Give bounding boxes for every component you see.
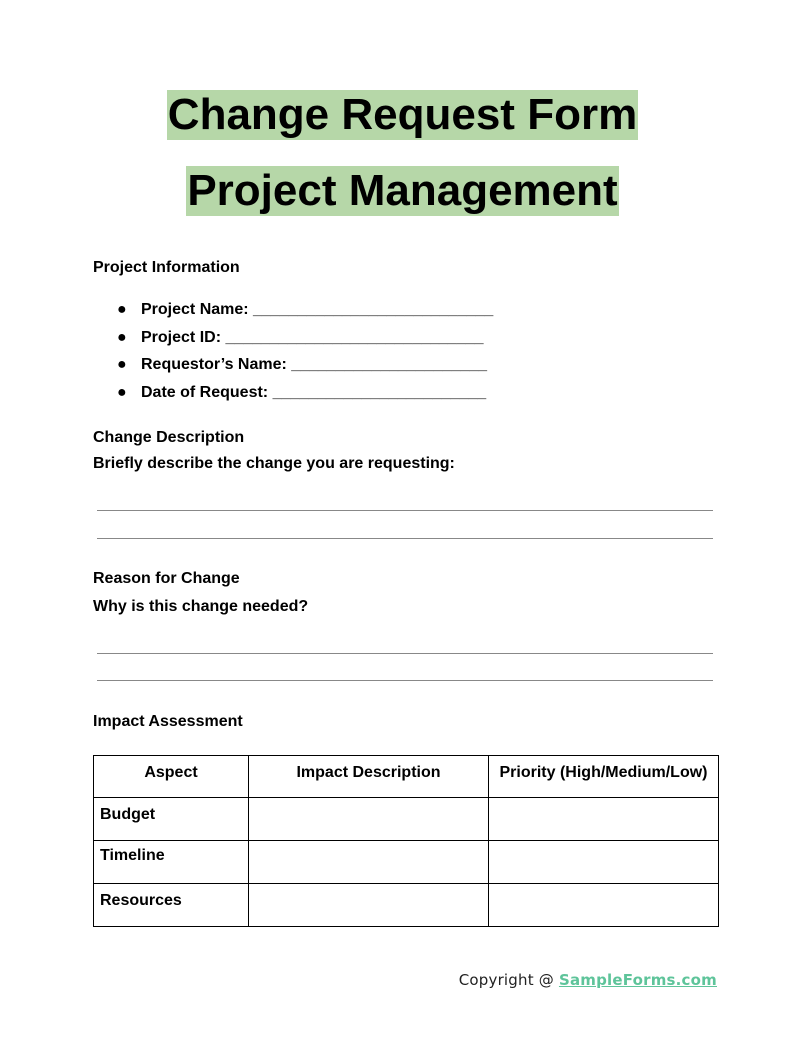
bullet-icon: ● [117, 301, 127, 318]
footer-copyright [459, 971, 717, 989]
bullet-icon: ● [117, 356, 127, 374]
sampleforms-link[interactable]: SampleForms.com [558, 971, 717, 989]
bullet-icon: ● [117, 328, 127, 346]
cell-impact-description[interactable] [249, 798, 489, 841]
document-title: Change Request Form [167, 90, 638, 139]
cell-impact-description[interactable] [249, 841, 489, 884]
reason-for-change-heading: Reason for Change [93, 570, 240, 587]
impact-assessment-heading: Impact Assessment [93, 713, 243, 730]
project-information-heading: Project Information [93, 259, 240, 276]
change-description-heading: Change Description [93, 429, 245, 446]
copyright-text: Copyright @ [458, 971, 559, 989]
reason-line-1[interactable] [97, 653, 713, 654]
cell-priority[interactable] [489, 841, 719, 884]
cell-priority[interactable] [489, 884, 719, 927]
change-description-line-1[interactable] [97, 510, 713, 511]
bullet-icon: ● [117, 384, 127, 402]
reason-line-2[interactable] [97, 680, 713, 681]
table-header-row [94, 756, 719, 798]
field-requestor-name[interactable] [93, 355, 493, 383]
column-header-priority: Priority (High/Medium/Low) [489, 756, 719, 798]
reason-for-change-prompt: Why is this change needed? [93, 598, 309, 615]
column-header-aspect: Aspect [94, 756, 249, 798]
table-row [94, 798, 719, 841]
cell-aspect: Resources [94, 884, 249, 927]
table-row [94, 841, 719, 884]
change-description-line-2[interactable] [97, 538, 713, 539]
field-project-id[interactable] [93, 328, 493, 356]
cell-impact-description[interactable] [249, 884, 489, 927]
impact-assessment-table [93, 755, 719, 927]
title-line-2-wrap [0, 166, 805, 216]
document-subtitle: Project Management [187, 166, 618, 215]
table-row [94, 884, 719, 927]
field-label: Project ID: _____________________________ [141, 328, 484, 346]
field-date-of-request[interactable] [93, 383, 493, 411]
change-description-prompt: Briefly describe the change you are requesting: [93, 455, 455, 472]
column-header-impact-description: Impact Description [249, 756, 489, 798]
cell-aspect: Budget [94, 798, 249, 841]
field-label: Date of Request: ________________________ [141, 384, 487, 402]
title-line-1-wrap [0, 90, 805, 140]
cell-aspect: Timeline [94, 841, 249, 884]
field-label: Requestor’s Name: ______________________ [141, 356, 488, 374]
project-information-list [93, 300, 493, 411]
field-project-name[interactable] [93, 300, 493, 328]
cell-priority[interactable] [489, 798, 719, 841]
field-label: Project Name: ___________________________ [141, 301, 494, 318]
